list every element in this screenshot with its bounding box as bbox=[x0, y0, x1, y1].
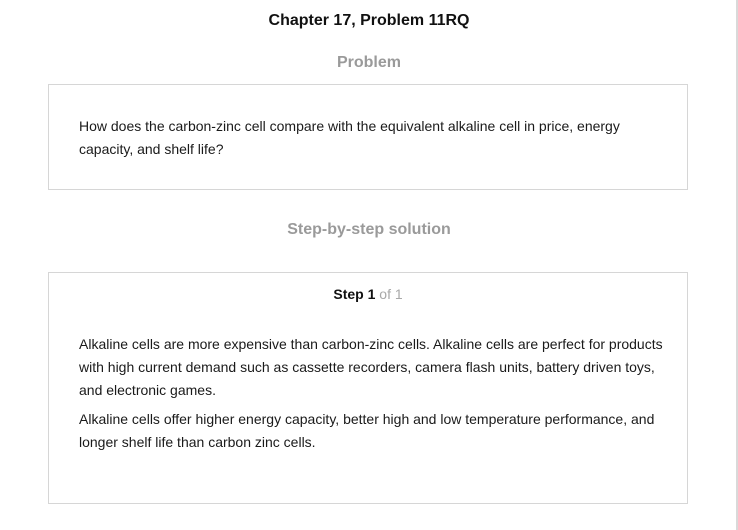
solution-paragraph: Alkaline cells offer higher energy capacity, better high and low temperature performance, and longer shelf life than carbon zinc cells. bbox=[79, 411, 655, 450]
step-number: 1 bbox=[367, 286, 376, 302]
solution-body bbox=[79, 333, 664, 460]
page-title: Chapter 17, Problem 11RQ bbox=[268, 12, 470, 29]
step-total: of 1 bbox=[379, 286, 403, 302]
problem-text: How does the carbon-zinc cell compare with the equivalent alkaline cell in price, energy capacity, and shelf life? bbox=[79, 118, 620, 157]
problem-card bbox=[48, 84, 688, 190]
problem-heading: Problem bbox=[336, 54, 401, 71]
solution-card bbox=[48, 272, 688, 504]
step-word: Step bbox=[333, 286, 364, 302]
step-indicator bbox=[49, 286, 687, 302]
solution-paragraph: Alkaline cells are more expensive than carbon-zinc cells. Alkaline cells are perfect for products with high current demand such as cassette recorders, camera flash units, battery driven toys, and electronic games. bbox=[79, 336, 663, 398]
solution-heading: Step-by-step solution bbox=[287, 221, 451, 238]
